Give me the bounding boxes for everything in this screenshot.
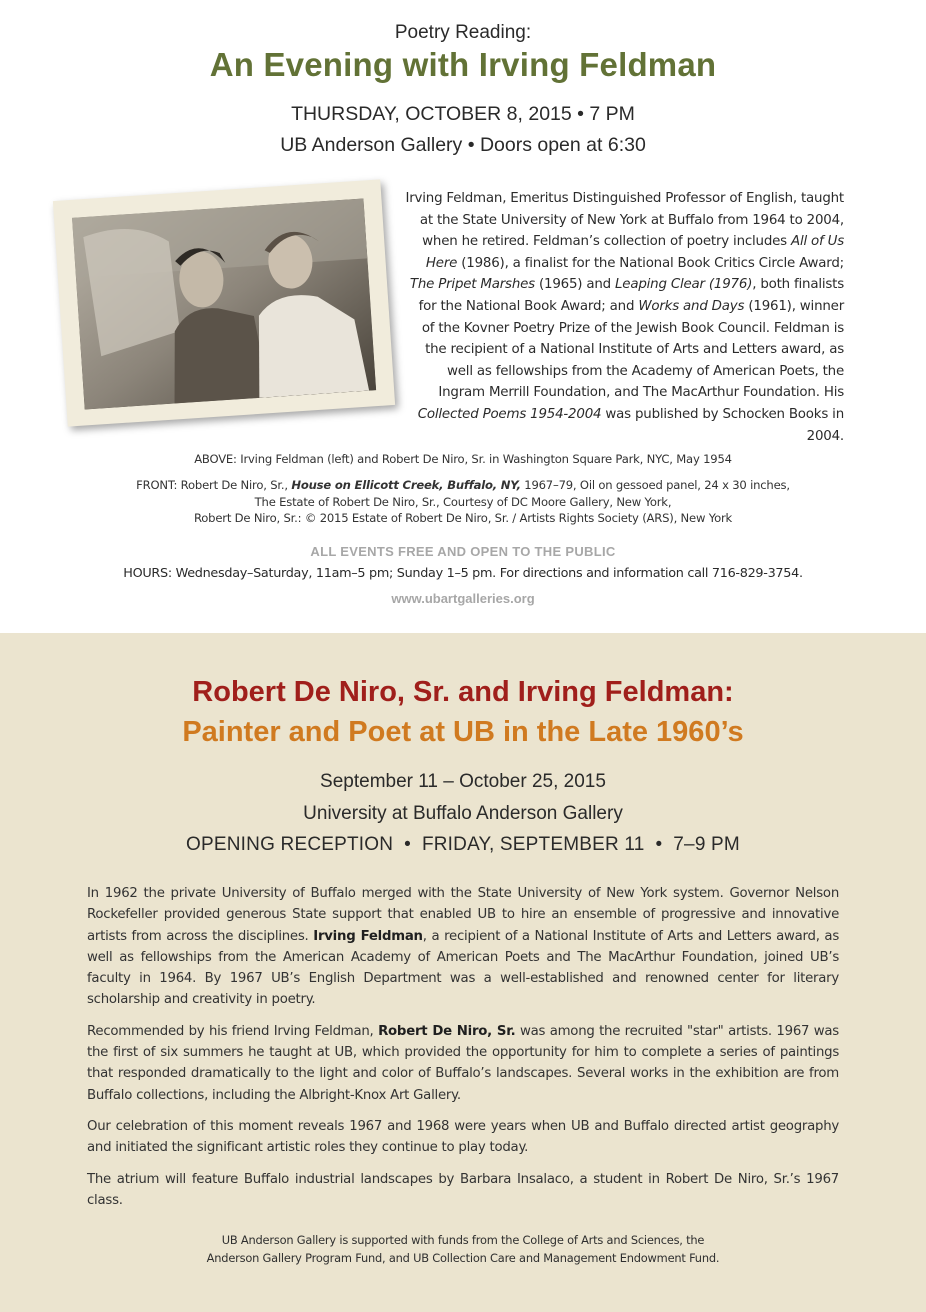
credit-text: 1967–79, Oil on gessoed panel, 24 x 30 inches, (520, 478, 790, 492)
funding-acknowledgement (0, 1231, 926, 1267)
bio-text: (1961), winner of the Kovner Poetry Prize of the Jewish Book Council. Feldman is the recipient of a National Institute of Arts and Letters award, as well as fellowships from the Academy of American Poets, the Ingram Merrill Foundation, and The MacArthur Foundation. His (421, 298, 844, 401)
event-date-time: THURSDAY, OCTOBER 8, 2015 • 7 PM (291, 103, 635, 125)
event-venue: UB Anderson Gallery • Doors open at 6:30 (280, 134, 646, 156)
paragraph-4: The atrium will feature Buffalo industrial landscapes by Barbara Insalaco, a student in Robert De Niro, Sr.’s 1967 class. (87, 1171, 839, 1208)
paragraph-text: Recommended by his friend Irving Feldman, (87, 1023, 379, 1039)
book-title: The Pripet Marshes (409, 277, 535, 293)
gallery-hours: HOURS: Wednesday–Saturday, 11am–5 pm; Sunday 1–5 pm. For directions and information call 716-829-3754. (123, 566, 803, 581)
paragraph-text: , a recipient of a National Institute of Arts and Letters award, as well as fellowships from the American Academy of American Poets and The MacArthur Foundation, joined UB’s faculty in 1964. By 1967 UB’s English Department was a well-established and renowned center for literary scholarship and creativity in poetry. (87, 928, 840, 1008)
cover-credit-line2: The Estate of Robert De Niro, Sr., Courtesy of DC Moore Gallery, New York, (254, 494, 672, 509)
book-title: All of Us Here (425, 234, 844, 271)
paragraph-text: In 1962 the private University of Buffalo merged with the State University of New York system. Governor Nelson Rockefeller provided generous State support that enabled UB to hire an ensemble of progressive and innovative artists from across the disciplines. (87, 886, 839, 944)
photo-frame (53, 179, 395, 426)
event-section (0, 0, 926, 633)
website-link[interactable]: www.ubartgalleries.org (391, 591, 535, 606)
bio-text: Irving Feldman, Emeritus Distinguished Professor of English, taught at the State University of New York at Buffalo from 1964 to 2004, when he retired. Feldman’s collection of poetry includes (405, 191, 844, 250)
photo-man-left-jacket (168, 305, 269, 404)
bio-text: (1986), a finalist for the National Book Critics Circle Award; (457, 255, 844, 271)
paragraph-2 (87, 1021, 839, 1106)
paragraph-3: Our celebration of this moment reveals 1967 and 1968 were years when UB and Buffalo directed artist geography and initiated the significant artistic roles they continue to play today. (87, 1118, 839, 1156)
free-admission-notice: ALL EVENTS FREE AND OPEN TO THE PUBLIC (310, 544, 616, 559)
opening-reception: OPENING RECEPTION • FRIDAY, SEPTEMBER 11 • 7–9 PM (186, 834, 740, 855)
bold-name: Irving Feldman (313, 928, 423, 944)
cover-credit-line1 (0, 477, 926, 494)
paragraph-text: was among the recruited "star" artists. 1967 was the first of six summers he taught at UB, which provided the opportunity for him to complete a series of paintings that responded dramatically to the light and color of Buffalo’s landscapes. Several works in the exhibition are from Buffalo collections, including the Albright-Knox Art Gallery. (87, 1023, 839, 1103)
funding-line: Anderson Gallery Program Fund, and UB Collection Care and Management Endowment Fund. (206, 1251, 720, 1265)
bio-text: (1965) and (534, 277, 616, 293)
cover-credit (0, 477, 926, 527)
bold-name: Robert De Niro, Sr. (378, 1023, 516, 1039)
exhibition-description (87, 883, 839, 1221)
exhibition-title-line2: Painter and Poet at UB in the Late 1960’s (182, 716, 744, 748)
painting-title: House on Ellicott Creek, Buffalo, NY, (291, 478, 521, 492)
book-title: Works and Days (638, 298, 745, 314)
event-title: An Evening with Irving Feldman (209, 46, 717, 83)
book-title: Leaping Clear (1976) (615, 277, 753, 293)
book-title: Collected Poems 1954-2004 (417, 406, 602, 422)
exhibition-title-line1: Robert De Niro, Sr. and Irving Feldman: (192, 676, 734, 708)
credit-text: FRONT: Robert De Niro, Sr., (136, 478, 292, 492)
photo-image (72, 199, 376, 410)
historic-photo (72, 199, 376, 410)
bio-text: was published by Schocken Books in 2004. (601, 406, 844, 444)
exhibition-dates: September 11 – October 25, 2015 (320, 771, 606, 792)
funding-line: UB Anderson Gallery is supported with funds from the College of Arts and Sciences, the (221, 1233, 705, 1247)
cover-credit-line3: Robert De Niro, Sr.: © 2015 Estate of Robert De Niro, Sr. / Artists Rights Society (ARS), New York (193, 511, 733, 525)
paragraph-1 (87, 883, 839, 1011)
exhibition-venue: University at Buffalo Anderson Gallery (303, 803, 623, 824)
bio-text: , both finalists for the National Book Award; and (418, 277, 844, 314)
feldman-bio (404, 188, 844, 447)
photo-caption: ABOVE: Irving Feldman (left) and Robert De Niro, Sr. in Washington Square Park, NYC, May 1954 (194, 452, 732, 466)
event-kicker: Poetry Reading: (394, 22, 532, 43)
